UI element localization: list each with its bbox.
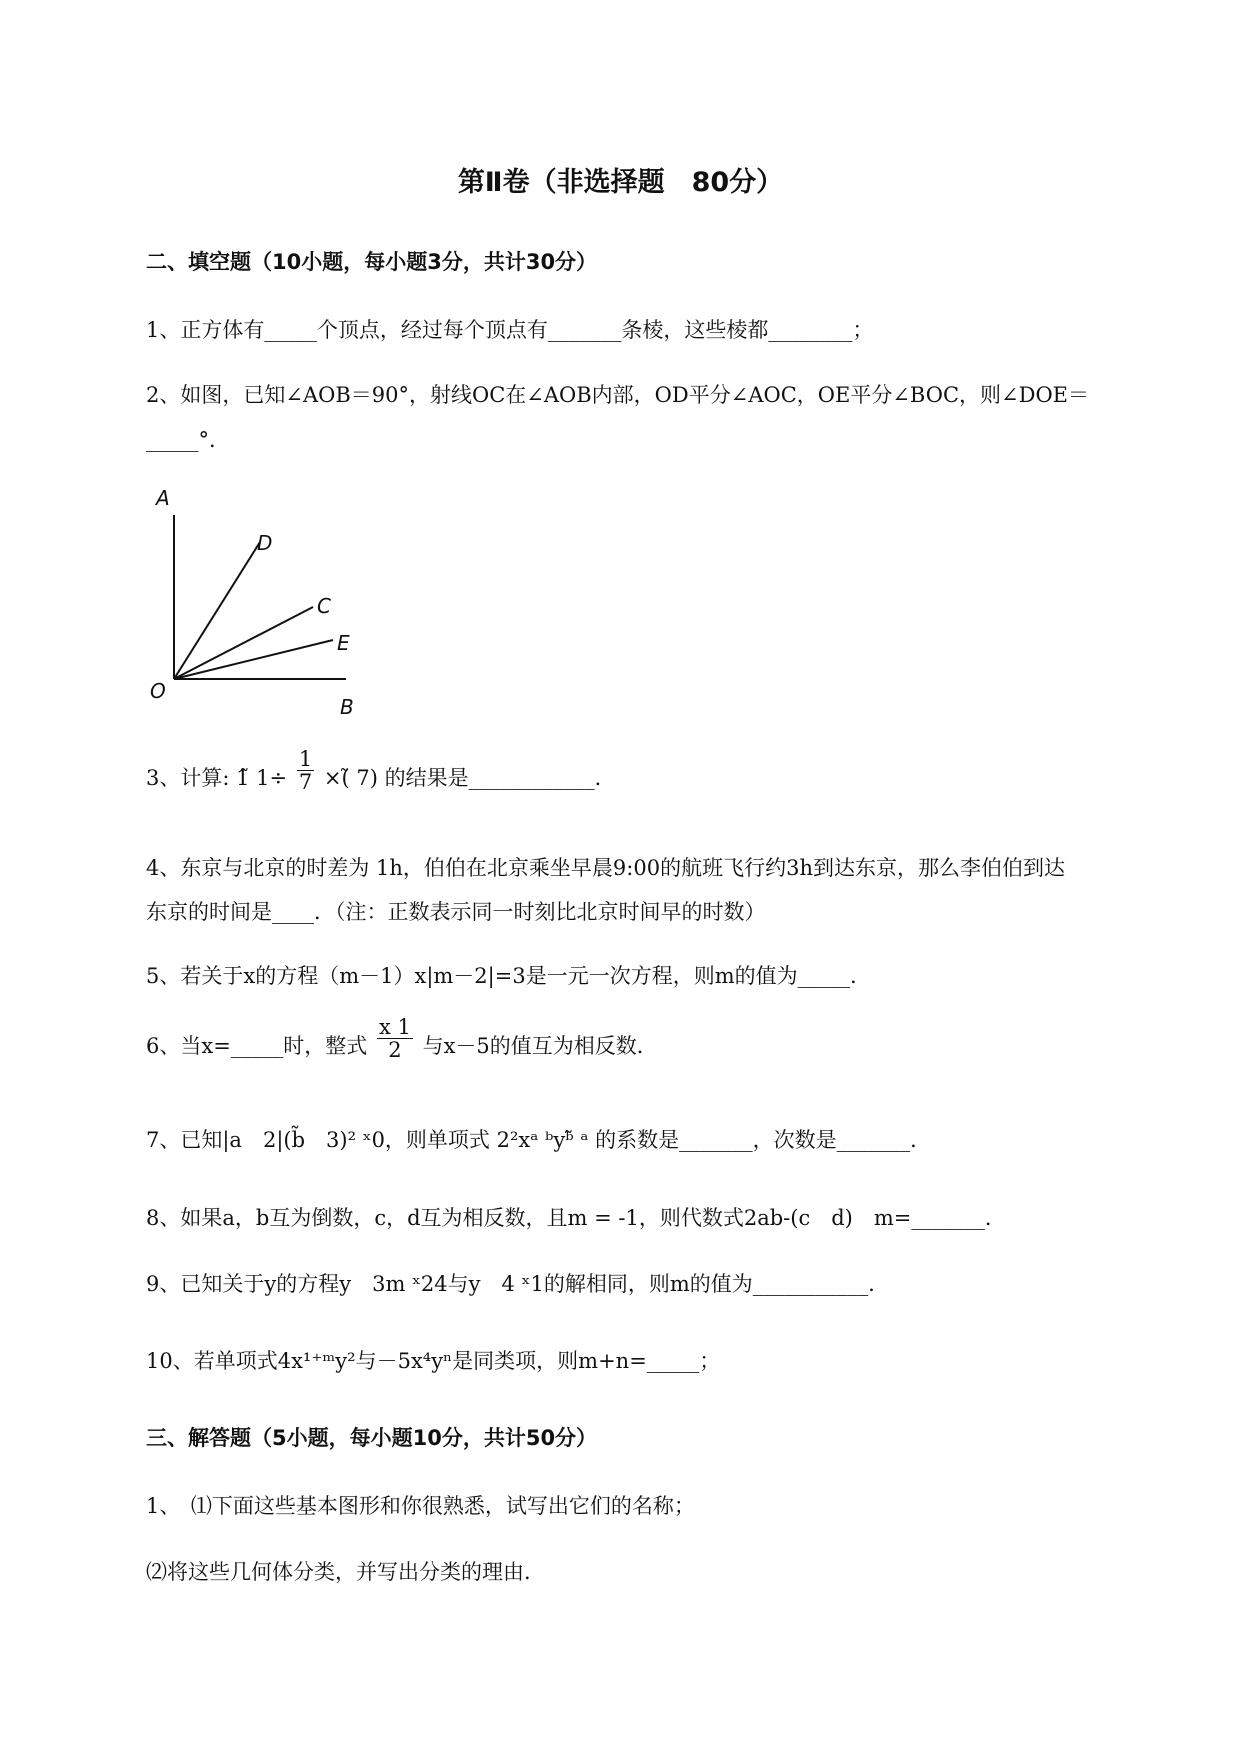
question-10: 10、若单项式4x¹⁺ᵐy²与－5x⁴yⁿ是同类项，则m+n=_____； [146,1349,721,1373]
q6-suffix: 与x－5的值互为相反数． [422,1034,658,1058]
q3-suffix: 的结果是____________． [384,766,616,790]
label-d: D [257,531,273,555]
answer-question-1-line-1: 1、 ⑴下面这些基本图形和你很熟悉，试写出它们的名称； [146,1494,695,1518]
label-a: A [156,486,170,510]
question-4-line-2: 东京的时间是____．（注：正数表示同一时刻比北京时间早的时数） [146,900,766,924]
ray-oe [174,640,333,679]
q3-fraction-denominator: 7 [298,770,313,794]
label-b: B [340,695,354,719]
question-9: 9、已知关于y的方程y 3m ˣ24与y 4 ˣ1的解相同，则m的值为___________． [146,1272,890,1296]
question-7: 7、已知|a 2|(b̃ 3)² ˣ0，则单项式 2²xᵃ ᵇyᵇ̃ ᵃ 的系数是_______，次数是_______． [146,1128,932,1152]
question-3 [146,746,616,794]
section-heading-fill-in: 二、填空题（10小题，每小题3分，共计30分） [146,250,598,274]
question-4-line-1: 4、东京与北京的时差为 1h，伯伯在北京乘坐早晨9:00的航班飞行约3h到达东京，那么李伯伯到达 [146,856,1065,880]
q3-fraction [297,748,314,793]
label-c: C [317,594,331,618]
ray-od [174,542,260,679]
section-heading-answers: 三、解答题（5小题，每小题10分，共计50分） [146,1426,598,1450]
question-1: 1、正方体有_____个顶点，经过每个顶点有_______条棱，这些棱都________； [146,318,874,342]
q3-expr-b: ×(̃ 7) [323,766,378,790]
label-e: E [337,631,350,655]
q6-fraction-denominator: 2 [388,1038,402,1062]
angle-figure [140,485,400,725]
q6-fraction-numerator: x 1 [379,1014,411,1039]
q6-prefix: 6、当x=_____时，整式 [146,1034,368,1058]
q3-fraction-numerator: 1 [298,746,313,771]
q6-fraction [377,1016,413,1061]
answer-question-1-line-2: ⑵将这些几何体分类，并写出分类的理由． [146,1560,545,1584]
question-6 [146,1014,658,1062]
label-o: O [150,679,166,703]
q3-prefix: 3、计算: [146,766,230,790]
page-title: 第Ⅱ卷（非选择题 80分） [457,167,784,198]
question-5: 5、若关于x的方程（m－1）x|m－2|=3是一元一次方程，则m的值为_____． [146,964,872,988]
question-2-line-2: _____°． [146,428,230,452]
q3-expr-a: 1̃ 1÷ [236,766,288,790]
question-8: 8、如果a，b互为倒数，c，d互为相反数，且m = -1，则代数式2ab-(c d) m=_______． [146,1206,1006,1230]
question-2-line-1: 2、如图，已知∠AOB＝90°，射线OC在∠AOB内部，OD平分∠AOC，OE平分∠BOC，则∠DOE＝ [146,383,1090,407]
ray-oc [174,607,313,679]
